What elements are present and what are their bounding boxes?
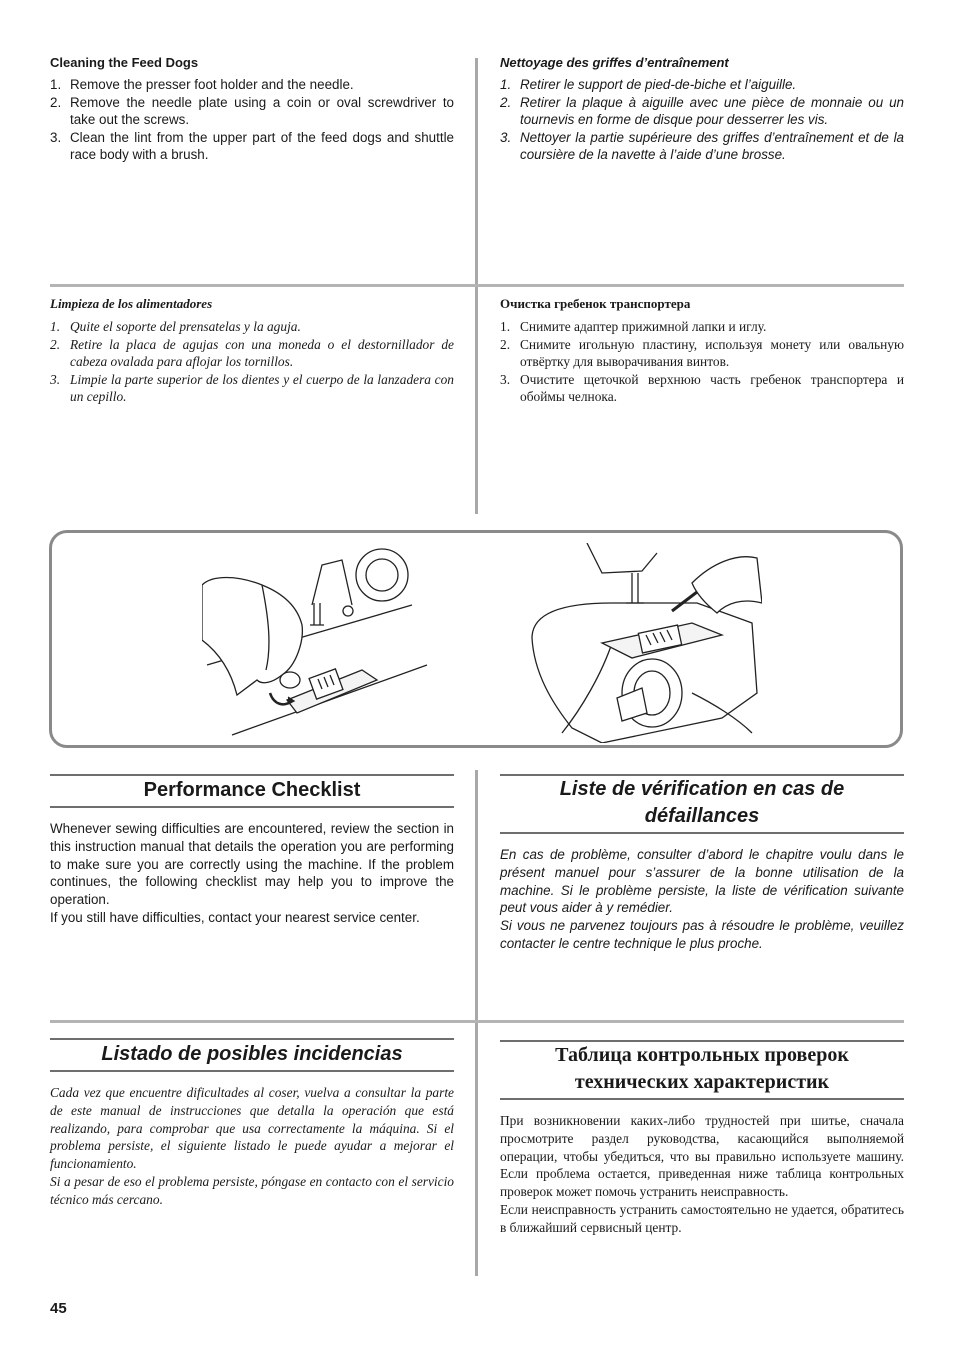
es-title: Listado de posibles incidencias <box>101 1043 403 1065</box>
fr-checklist-title <box>500 774 904 834</box>
es-checklist-contact: Si a pesar de eso el problema persiste, póngase en contacto con el servicio técnico más cercano. <box>50 1173 454 1207</box>
ru-title-line-2: технических характеристик <box>574 1071 830 1093</box>
es-checklist-title <box>50 1038 454 1072</box>
es-checklist-paragraph: Cada vez que encuentre dificultades al coser, vuelva a consultar la parte de este manual de instrucciones que detalla la operación que está realizando, para comprobar que usa correctamente la máquina. Si el problema persiste, el siguiente listado le puede ayudar a mejorar el funcionamiento. <box>50 1085 454 1172</box>
feed-dog-brush-cleaning-illustration <box>522 543 762 743</box>
ru-checklist-body <box>500 1112 904 1237</box>
ru-checklist-title <box>500 1040 904 1100</box>
en-cleaning-section <box>50 55 454 164</box>
en-checklist-paragraph: Whenever sewing difficulties are encountered, review the section in this instruction manual that details the operation you are performing to make sure you are correctly using the machine. If the problem continues, the following checklist may help you to improve the operation. <box>50 821 454 908</box>
horizontal-divider-top <box>50 284 904 287</box>
fr-cleaning-title: Nettoyage des griffes d’entraînement <box>500 55 729 70</box>
fr-cleaning-section <box>500 55 904 164</box>
ru-title-line-1: Таблица контрольных проверок <box>555 1044 849 1066</box>
en-cleaning-title: Cleaning the Feed Dogs <box>50 55 199 70</box>
ru-cleaning-title: Очистка гребенок транспортера <box>500 296 691 311</box>
fr-checklist-contact: Si vous ne parvenez toujours pas à résoudre le problème, veuillez contacter le centre technique le plus proche. <box>500 918 904 951</box>
list-item: 2. Retirer la plaque à aiguille avec une pièce de monnaie ou un tournevis en forme de disque pour desserrer les vis. <box>500 94 904 128</box>
es-cleaning-title: Limpieza de los alimentadores <box>50 296 213 311</box>
list-item: 2. Remove the needle plate using a coin or oval screwdriver to take out the screws. <box>50 94 454 128</box>
es-checklist-body <box>50 1084 454 1209</box>
list-item: 1. Снимите адаптер прижимной лапки и иглу. <box>500 319 767 334</box>
en-checklist-title <box>50 774 454 808</box>
needle-plate-removal-illustration <box>202 545 432 745</box>
en-checklist-body <box>50 820 454 927</box>
list-item: 1. Retirer le support de pied-de-biche et l’aiguille. <box>500 77 797 92</box>
ru-checklist-contact: Если неисправность устранить самостоятельно не удается, обратитесь в ближайший сервисный центр. <box>500 1201 904 1235</box>
list-item: 3. Clean the lint from the upper part of the feed dogs and shuttle race body with a brush. <box>50 129 454 163</box>
list-item: 3. Limpie la parte superior de los dientes y el cuerpo de la lanzadera con un cepillo. <box>50 371 454 405</box>
list-item: 2. Retire la placa de agujas con una moneda o el destornillador de cabeza ovalada para aflojar los tornillos. <box>50 336 454 370</box>
list-item: 3. Nettoyer la partie supérieure des griffes d’entraînement et de la coursière de la navette à l’aide d’une brosse. <box>500 129 904 163</box>
illustration-frame <box>49 530 903 748</box>
fr-checklist-paragraph: En cas de problème, consulter d’abord le chapitre voulu dans le présent manuel pour s’assurer de la bonne utilisation de la machine. Si le problème persiste, la liste de vérification suivante peut vous aider à y remédier. <box>500 847 904 916</box>
vertical-divider-bottom <box>475 770 478 1276</box>
fr-checklist-body <box>500 846 904 953</box>
list-item: 3. Очистите щеточкой верхнюю часть гребенок транспортера и обоймы челнока. <box>500 371 904 405</box>
horizontal-divider-bottom <box>50 1020 904 1023</box>
ru-cleaning-section <box>500 296 904 406</box>
es-cleaning-section <box>50 296 454 406</box>
ru-checklist-paragraph: При возникновении каких-либо трудностей при шитье, сначала просмотрите раздел руководства, касающийся выполняемой операции, чтобы убедиться, что вы правильно используете машину. Если проблема остается, приведенная ниже таблица контрольных проверок может помочь устранить неисправность. <box>500 1113 904 1200</box>
en-checklist-contact: If you still have difficulties, contact your nearest service center. <box>50 909 420 925</box>
list-item: 2. Снимите игольную пластину, используя монету или овальную отвёртку для выворачивания винтов. <box>500 336 904 370</box>
fr-title-line-2: défaillances <box>644 805 760 827</box>
es-cleaning-steps <box>50 318 454 406</box>
fr-cleaning-steps <box>500 76 904 164</box>
fr-title-line-1: Liste de vérification en cas de <box>559 778 845 800</box>
list-item: 1. Quite el soporte del prensatelas y la aguja. <box>50 319 301 334</box>
page-number: 45 <box>50 1300 67 1317</box>
en-cleaning-steps <box>50 76 454 164</box>
list-item: 1. Remove the presser foot holder and the needle. <box>50 77 354 92</box>
ru-cleaning-steps <box>500 318 904 406</box>
page-title: Performance Checklist <box>143 779 361 801</box>
